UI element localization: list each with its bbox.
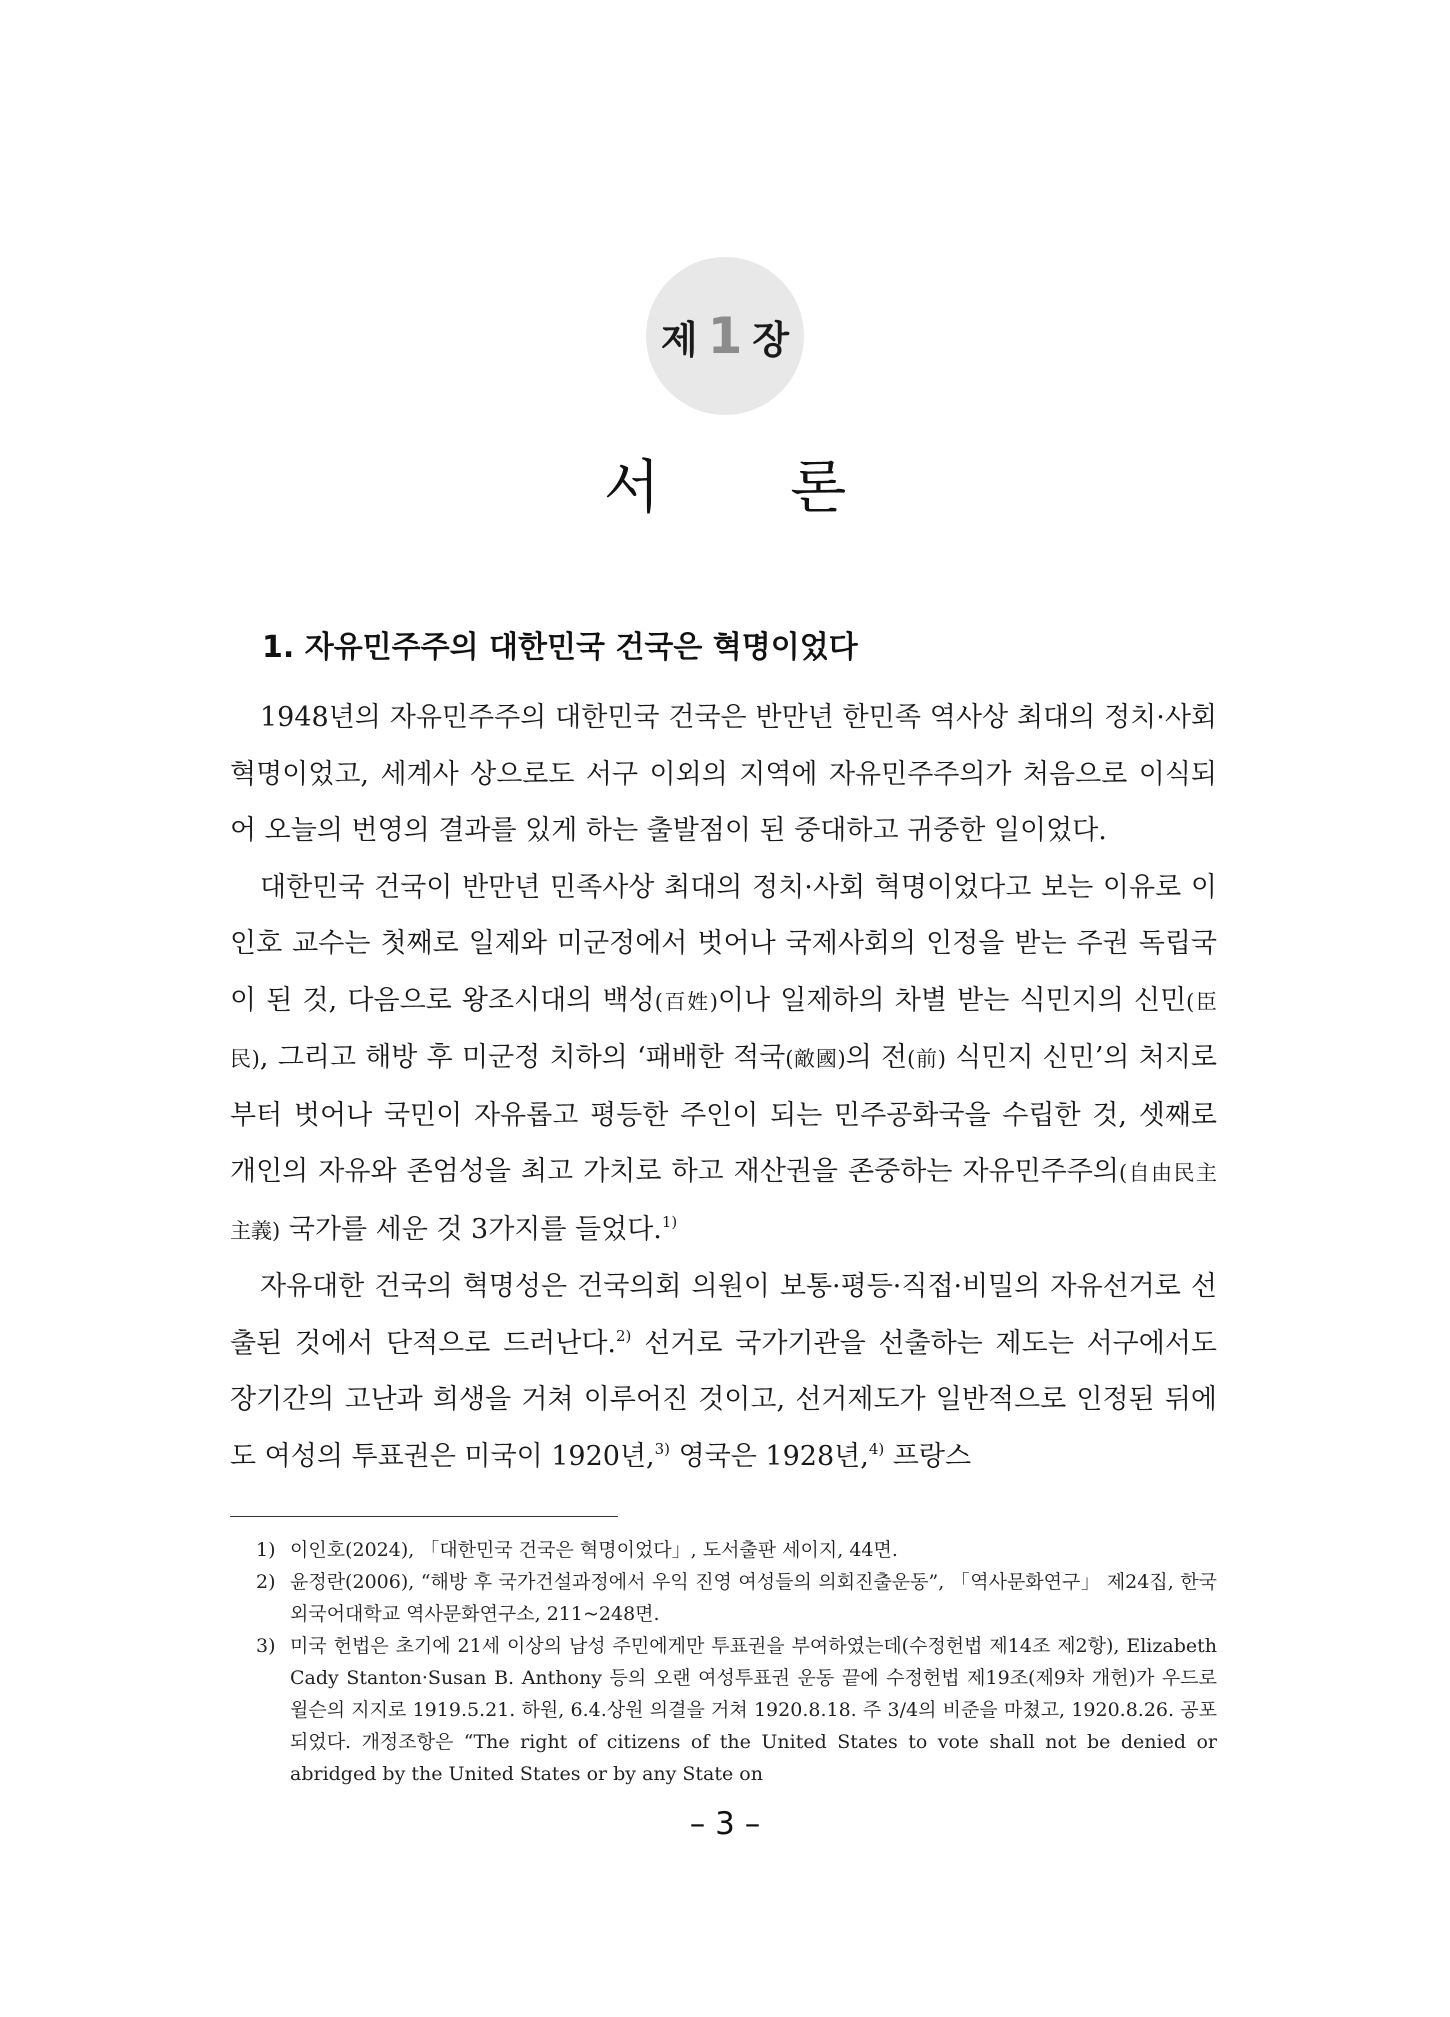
footnote-2 <box>230 1566 1217 1630</box>
chapter-title: 서 론 <box>603 453 903 521</box>
footnote-number: 2) <box>256 1571 276 1593</box>
paragraph-2 <box>230 860 1217 1260</box>
paragraph-2-text: 의 전 <box>845 1042 908 1073</box>
footnote-divider <box>230 1516 618 1517</box>
paragraph-1: 1948년의 자유민주주의 대한민국 건국은 반만년 한민족 역사상 최대의 정치·사회 혁명이었고, 세계사 상으로도 서구 이외의 지역에 자유민주주의가 처음으로 이식되어 오늘의 번영의 결과를 있게 하는 출발점이 된 중대하고 귀중한 일이었다. <box>230 702 1217 846</box>
paragraph-3-text: 프랑스 <box>884 1440 972 1472</box>
paragraph-2-text: 이나 일제하의 차별 받는 식민지의 신민 <box>717 984 1187 1016</box>
paragraph-3 <box>230 1259 1217 1485</box>
footnote-ref-3: 3) <box>654 1439 671 1458</box>
hanja-annotation: (臣民) <box>230 989 1217 1071</box>
footnote-ref-4: 4) <box>868 1439 885 1458</box>
footnote-number: 1) <box>256 1539 276 1561</box>
chapter-prefix: 제 <box>660 317 698 362</box>
footnotes <box>230 1534 1217 1790</box>
page-number: – 3 – <box>689 1806 761 1842</box>
hanja-annotation: (前) <box>907 1047 946 1071</box>
chapter-suffix: 장 <box>752 317 790 362</box>
footnote-ref-2: 2) <box>616 1326 632 1345</box>
chapter-badge <box>646 257 804 415</box>
paragraph-2-text: 대한민국 건국이 반만년 민족사상 최대의 정치·사회 혁명이었다고 보는 이유로 이인호 교수는 첫째로 일제와 미군정에서 벗어나 국제사회의 인정을 받는 주권 독립국이 된 것, 다음으로 왕조시대의 백성 <box>230 871 1217 1016</box>
paragraph-3-text: 선거로 국가기관을 선출하는 제도는 서구에서도 장기간의 고난과 희생을 거쳐 이루어진 것이고, 선거제도가 일반적으로 인정된 뒤에도 여성의 투표권은 미국이 1920년, <box>230 1327 1217 1472</box>
footnote-text: 윤정란(2006), “해방 후 국가건설과정에서 우익 진영 여성들의 의회진출운동”, 「역사문화연구」 제24집, 한국외국어대학교 역사문화연구소, 211~248면. <box>290 1571 1217 1625</box>
hanja-annotation: (自由民主主義) <box>230 1161 1217 1243</box>
paragraph-2-text: , 그리고 해방 후 미군정 치하의 ‘패배한 적국 <box>259 1042 786 1073</box>
footnote-3 <box>230 1630 1217 1790</box>
section-heading: 1. 자유민주주의 대한민국 건국은 혁명이었다 <box>262 630 858 665</box>
paragraph-3-text: 영국은 1928년, <box>670 1440 869 1472</box>
paragraph-2-text: 국가를 세운 것 3가지를 들었다. <box>280 1213 662 1245</box>
footnote-ref-1: 1) <box>661 1212 678 1231</box>
footnote-text: 미국 헌법은 초기에 21세 이상의 남성 주민에게만 투표권을 부여하였는데(수정헌법 제14조 제2항), Elizabeth Cady Stanton·Susan B. Anthony 등의 오랜 여성투표권 운동 끝에 수정헌법 제19조(제9차 개헌)가 우드로 윌슨의 지지로 1919.5.21. 하원, 6.4.상원 의결을 거쳐 1920.8.18. 주 3/4의 비준을 마쳤고, 1920.8.26. 공포되었다. 개정조항은 “The right of citizens of the United States to vote shall not be denied or abridged by the United States or by any State on <box>290 1635 1217 1785</box>
footnote-text: 이인호(2024), 「대한민국 건국은 혁명이었다」, 도서출판 세이지, 44면. <box>290 1539 898 1561</box>
hanja-annotation: (敵國) <box>785 1047 846 1071</box>
paragraph-2-text: 식민지 신민’의 처지로부터 벗어나 국민이 자유롭고 평등한 주인이 되는 민주공화국을 수립한 것, 셋째로 개인의 자유와 존엄성을 최고 가치로 하고 재산권을 존중하는 자유민주주의 <box>230 1042 1217 1187</box>
hanja-annotation: (百姓) <box>654 989 718 1014</box>
paragraph-3-text: 자유대한 건국의 혁명성은 건국의회 의원이 보통·평등·직접·비밀의 자유선거로 선출된 것에서 단적으로 드러난다. <box>230 1271 1217 1359</box>
body-text <box>230 690 1217 1485</box>
chapter-number: 1 <box>707 307 743 365</box>
footnote-1 <box>230 1534 1217 1566</box>
footnote-number: 3) <box>256 1635 276 1657</box>
